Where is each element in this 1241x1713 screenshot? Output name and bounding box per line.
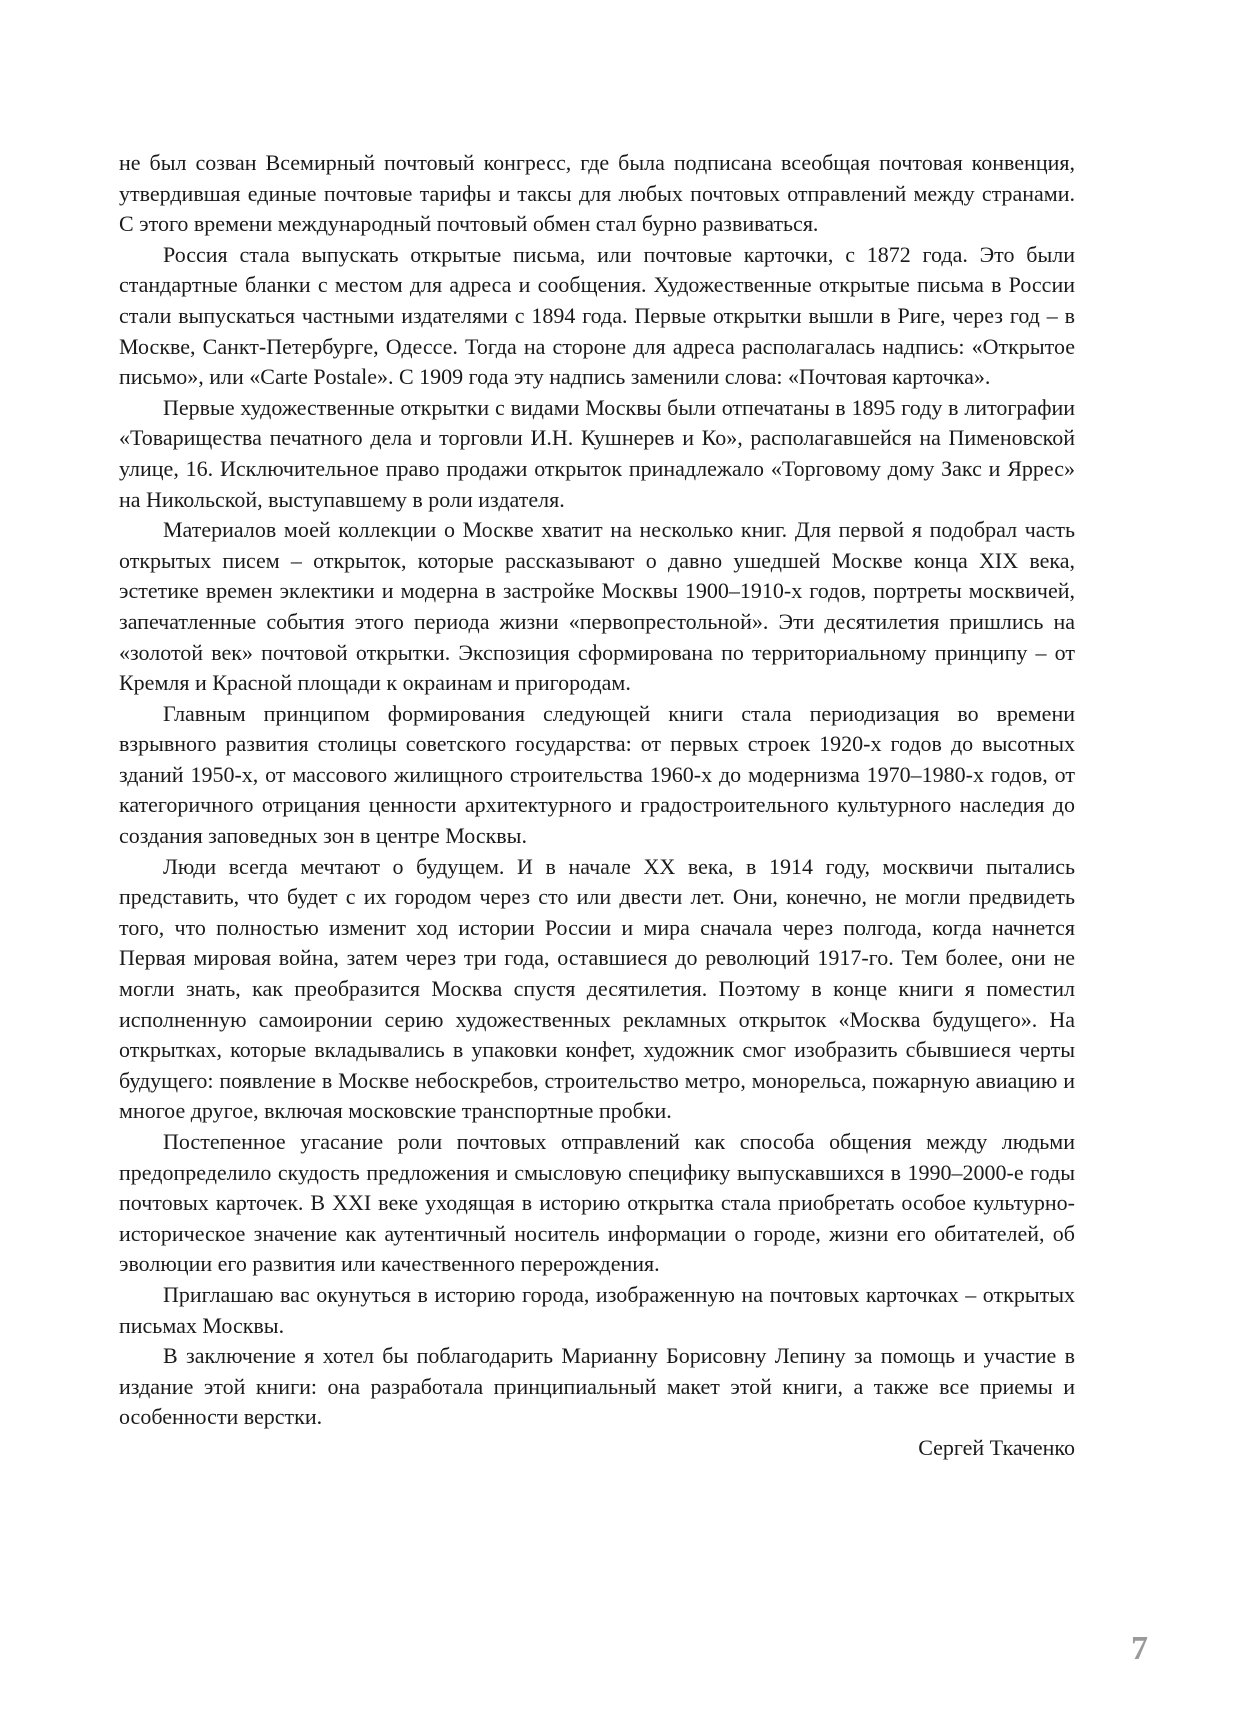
author-signature: Сергей Ткаченко — [918, 1434, 1075, 1460]
paragraph-6: Люди всегда мечтают о будущем. И в начале XX века, в 1914 году, москвичи пытались представить, что будет с их городом через сто или двести лет. Они, конечно, не могли предвидеть того, что полностью изменит ход истории России и мира сначала через полгода, когда начнется Первая мировая война, затем через три года, оставшиеся до революций 1917-го. Тем более, они не могли знать, как преобразится Москва спустя десятилетия. Поэтому в конце книги я поместил исполненную самоиронии серию художественных рекламных открыток «Москва будущего». На открытках, которые вкладывались в упаковки конфет, художник смог изобразить сбывшиеся черты будущего: появление в Москве небоскребов, строительство метро, монорельса, пожарную авиацию и многое другое, включая московские транспортные пробки. — [119, 853, 1075, 1124]
paragraph-9: В заключение я хотел бы поблагодарить Марианну Борисовну Лепину за помощь и участие в издание этой книги: она разработала принципиальный макет этой книги, а также все приемы и особенности верстки. — [119, 1343, 1075, 1430]
page-number: 7 — [1131, 1630, 1148, 1667]
paragraph-8: Приглашаю вас окунуться в историю города, изображенную на почтовых карточках – открытых письмах Москвы. — [119, 1281, 1075, 1338]
paragraph-3: Первые художественные открытки с видами Москвы были отпечатаны в 1895 году в литографии «Товарищества печатного дела и торговли И.Н. Кушнерев и Ко», располагавшейся на Пименовской улице, 16. Исключительное право продажи открыток принадлежало «Торговому дому Закс и Яррес» на Никольской, выступавшему в роли издателя. — [119, 394, 1075, 512]
paragraph-5: Главным принципом формирования следующей книги стала периодизация во времени взрывного развития столицы советского государства: от первых строек 1920-х годов до высотных зданий 1950-х, от массового жилищного строительства 1960-х до модернизма 1970–1980-х годов, от категоричного отрицания ценности архитектурного и градостроительного культурного наследия до создания заповедных зон в центре Москвы. — [119, 700, 1075, 849]
body-text — [119, 148, 1075, 1464]
paragraph-4: Материалов моей коллекции о Москве хватит на несколько книг. Для первой я подобрал часть открытых писем – открыток, которые рассказывают о давно ушедшей Москве конца XIX века, эстетике времен эклектики и модерна в застройке Москвы 1900–1910-х годов, портреты москвичей, запечатленные события этого периода жизни «первопрестольной». Эти десятилетия пришлись на «золотой век» почтовой открытки. Экспозиция сформирована по территориальному принципу – от Кремля и Красной площади к окраинам и пригородам. — [119, 517, 1075, 696]
paragraph-7: Постепенное угасание роли почтовых отправлений как способа общения между людьми предопределило скудость предложения и смысловую специфику выпускавшихся в 1990–2000-е годы почтовых карточек. В XXI веке уходящая в историю открытка стала приобретать особое культурно-историческое значение как аутентичный носитель информации о городе, жизни его обитателей, об эволюции его развития или качественного перерождения. — [119, 1129, 1075, 1277]
paragraph-1: не был созван Всемирный почтовый конгресс, где была подписана всеобщая почтовая конвенция, утвердившая единые почтовые тарифы и таксы для любых почтовых отправлений между странами. С этого времени международный почтовый обмен стал бурно развиваться. — [119, 150, 1075, 237]
paragraph-2: Россия стала выпускать открытые письма, или почтовые карточки, с 1872 года. Это были стандартные бланки с местом для адреса и сообщения. Художественные открытые письма в России стали выпускаться частными издателями с 1894 года. Первые открытки вышли в Риге, через год – в Москве, Санкт-Петербурге, Одессе. Тогда на стороне для адреса располагалась надпись: «Открытое письмо», или «Carte Postale». С 1909 года эту надпись заменили слова: «Почтовая карточка». — [119, 241, 1075, 390]
